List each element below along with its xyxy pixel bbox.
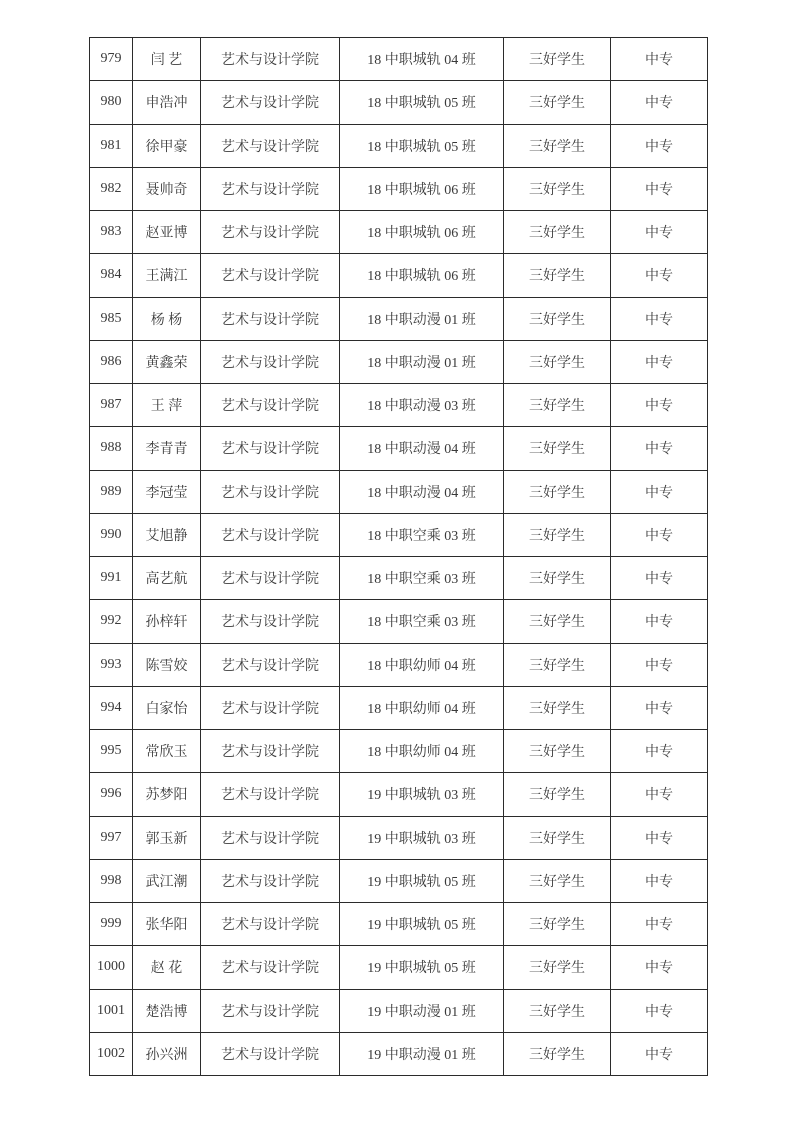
cell-college: 艺术与设计学院 bbox=[201, 167, 340, 210]
table-row bbox=[90, 816, 708, 859]
cell-class: 18 中职城轨 05 班 bbox=[340, 124, 504, 167]
student-award-table bbox=[89, 37, 708, 1076]
cell-award-title: 三好学生 bbox=[504, 1032, 611, 1075]
table-row bbox=[90, 859, 708, 902]
cell-serial-number: 995 bbox=[90, 730, 133, 773]
cell-class: 18 中职动漫 03 班 bbox=[340, 384, 504, 427]
cell-education-level: 中专 bbox=[611, 340, 708, 383]
cell-college: 艺术与设计学院 bbox=[201, 600, 340, 643]
table-row bbox=[90, 254, 708, 297]
cell-education-level: 中专 bbox=[611, 297, 708, 340]
cell-serial-number: 979 bbox=[90, 38, 133, 81]
cell-education-level: 中专 bbox=[611, 38, 708, 81]
cell-serial-number: 992 bbox=[90, 600, 133, 643]
cell-student-name: 李冠莹 bbox=[133, 470, 201, 513]
cell-class: 18 中职空乘 03 班 bbox=[340, 557, 504, 600]
cell-education-level: 中专 bbox=[611, 946, 708, 989]
cell-class: 19 中职城轨 05 班 bbox=[340, 946, 504, 989]
cell-award-title: 三好学生 bbox=[504, 340, 611, 383]
cell-serial-number: 1001 bbox=[90, 989, 133, 1032]
cell-serial-number: 986 bbox=[90, 340, 133, 383]
cell-award-title: 三好学生 bbox=[504, 903, 611, 946]
cell-class: 18 中职空乘 03 班 bbox=[340, 600, 504, 643]
cell-class: 19 中职城轨 05 班 bbox=[340, 859, 504, 902]
table-row bbox=[90, 600, 708, 643]
cell-education-level: 中专 bbox=[611, 773, 708, 816]
cell-serial-number: 996 bbox=[90, 773, 133, 816]
cell-college: 艺术与设计学院 bbox=[201, 903, 340, 946]
cell-award-title: 三好学生 bbox=[504, 211, 611, 254]
cell-student-name: 徐甲豪 bbox=[133, 124, 201, 167]
cell-college: 艺术与设计学院 bbox=[201, 773, 340, 816]
cell-serial-number: 987 bbox=[90, 384, 133, 427]
cell-class: 19 中职城轨 05 班 bbox=[340, 903, 504, 946]
cell-class: 18 中职城轨 06 班 bbox=[340, 254, 504, 297]
cell-education-level: 中专 bbox=[611, 167, 708, 210]
table-row bbox=[90, 903, 708, 946]
cell-student-name: 郭玉新 bbox=[133, 816, 201, 859]
cell-class: 18 中职幼师 04 班 bbox=[340, 643, 504, 686]
cell-student-name: 黄鑫荣 bbox=[133, 340, 201, 383]
cell-college: 艺术与设计学院 bbox=[201, 211, 340, 254]
cell-student-name: 杨 杨 bbox=[133, 297, 201, 340]
cell-award-title: 三好学生 bbox=[504, 513, 611, 556]
cell-college: 艺术与设计学院 bbox=[201, 859, 340, 902]
cell-class: 18 中职幼师 04 班 bbox=[340, 686, 504, 729]
cell-student-name: 孙梓轩 bbox=[133, 600, 201, 643]
cell-class: 19 中职城轨 03 班 bbox=[340, 816, 504, 859]
cell-education-level: 中专 bbox=[611, 989, 708, 1032]
cell-education-level: 中专 bbox=[611, 859, 708, 902]
table-row bbox=[90, 427, 708, 470]
cell-award-title: 三好学生 bbox=[504, 643, 611, 686]
cell-award-title: 三好学生 bbox=[504, 600, 611, 643]
cell-class: 19 中职动漫 01 班 bbox=[340, 989, 504, 1032]
table-row bbox=[90, 470, 708, 513]
cell-student-name: 陈雪姣 bbox=[133, 643, 201, 686]
cell-student-name: 聂帅奇 bbox=[133, 167, 201, 210]
cell-serial-number: 989 bbox=[90, 470, 133, 513]
table-row bbox=[90, 730, 708, 773]
cell-education-level: 中专 bbox=[611, 81, 708, 124]
cell-serial-number: 998 bbox=[90, 859, 133, 902]
cell-award-title: 三好学生 bbox=[504, 730, 611, 773]
table-row bbox=[90, 989, 708, 1032]
cell-serial-number: 990 bbox=[90, 513, 133, 556]
table-row bbox=[90, 1032, 708, 1075]
table-row bbox=[90, 946, 708, 989]
cell-education-level: 中专 bbox=[611, 903, 708, 946]
cell-serial-number: 993 bbox=[90, 643, 133, 686]
table-row bbox=[90, 643, 708, 686]
cell-class: 18 中职动漫 01 班 bbox=[340, 340, 504, 383]
cell-college: 艺术与设计学院 bbox=[201, 513, 340, 556]
cell-education-level: 中专 bbox=[611, 643, 708, 686]
cell-education-level: 中专 bbox=[611, 470, 708, 513]
cell-award-title: 三好学生 bbox=[504, 254, 611, 297]
cell-college: 艺术与设计学院 bbox=[201, 124, 340, 167]
cell-education-level: 中专 bbox=[611, 730, 708, 773]
cell-award-title: 三好学生 bbox=[504, 297, 611, 340]
cell-education-level: 中专 bbox=[611, 513, 708, 556]
cell-college: 艺术与设计学院 bbox=[201, 384, 340, 427]
cell-serial-number: 984 bbox=[90, 254, 133, 297]
cell-college: 艺术与设计学院 bbox=[201, 297, 340, 340]
cell-student-name: 王 萍 bbox=[133, 384, 201, 427]
cell-college: 艺术与设计学院 bbox=[201, 340, 340, 383]
cell-class: 18 中职动漫 04 班 bbox=[340, 470, 504, 513]
cell-serial-number: 991 bbox=[90, 557, 133, 600]
table-row bbox=[90, 557, 708, 600]
cell-student-name: 白家怡 bbox=[133, 686, 201, 729]
cell-student-name: 张华阳 bbox=[133, 903, 201, 946]
cell-award-title: 三好学生 bbox=[504, 816, 611, 859]
table-row bbox=[90, 686, 708, 729]
cell-education-level: 中专 bbox=[611, 557, 708, 600]
cell-class: 18 中职城轨 04 班 bbox=[340, 38, 504, 81]
cell-serial-number: 1000 bbox=[90, 946, 133, 989]
cell-award-title: 三好学生 bbox=[504, 557, 611, 600]
cell-award-title: 三好学生 bbox=[504, 989, 611, 1032]
cell-award-title: 三好学生 bbox=[504, 859, 611, 902]
table-row bbox=[90, 773, 708, 816]
cell-college: 艺术与设计学院 bbox=[201, 557, 340, 600]
cell-award-title: 三好学生 bbox=[504, 946, 611, 989]
table-row bbox=[90, 297, 708, 340]
cell-college: 艺术与设计学院 bbox=[201, 686, 340, 729]
table-row bbox=[90, 211, 708, 254]
table-row bbox=[90, 384, 708, 427]
cell-college: 艺术与设计学院 bbox=[201, 470, 340, 513]
cell-award-title: 三好学生 bbox=[504, 124, 611, 167]
cell-class: 18 中职动漫 04 班 bbox=[340, 427, 504, 470]
table-row bbox=[90, 340, 708, 383]
cell-student-name: 艾旭静 bbox=[133, 513, 201, 556]
cell-student-name: 赵 花 bbox=[133, 946, 201, 989]
cell-student-name: 武江潮 bbox=[133, 859, 201, 902]
cell-award-title: 三好学生 bbox=[504, 384, 611, 427]
cell-class: 18 中职城轨 06 班 bbox=[340, 211, 504, 254]
cell-award-title: 三好学生 bbox=[504, 38, 611, 81]
cell-education-level: 中专 bbox=[611, 1032, 708, 1075]
cell-serial-number: 988 bbox=[90, 427, 133, 470]
cell-serial-number: 1002 bbox=[90, 1032, 133, 1075]
cell-education-level: 中专 bbox=[611, 816, 708, 859]
cell-class: 18 中职城轨 05 班 bbox=[340, 81, 504, 124]
cell-college: 艺术与设计学院 bbox=[201, 1032, 340, 1075]
cell-student-name: 王满江 bbox=[133, 254, 201, 297]
cell-class: 19 中职动漫 01 班 bbox=[340, 1032, 504, 1075]
cell-student-name: 赵亚博 bbox=[133, 211, 201, 254]
cell-education-level: 中专 bbox=[611, 254, 708, 297]
table-row bbox=[90, 167, 708, 210]
cell-college: 艺术与设计学院 bbox=[201, 81, 340, 124]
cell-serial-number: 985 bbox=[90, 297, 133, 340]
cell-award-title: 三好学生 bbox=[504, 427, 611, 470]
cell-college: 艺术与设计学院 bbox=[201, 38, 340, 81]
cell-student-name: 闫 艺 bbox=[133, 38, 201, 81]
cell-award-title: 三好学生 bbox=[504, 470, 611, 513]
cell-education-level: 中专 bbox=[611, 686, 708, 729]
cell-education-level: 中专 bbox=[611, 427, 708, 470]
cell-student-name: 高艺航 bbox=[133, 557, 201, 600]
cell-student-name: 楚浩博 bbox=[133, 989, 201, 1032]
cell-college: 艺术与设计学院 bbox=[201, 816, 340, 859]
cell-award-title: 三好学生 bbox=[504, 81, 611, 124]
cell-education-level: 中专 bbox=[611, 124, 708, 167]
cell-class: 18 中职幼师 04 班 bbox=[340, 730, 504, 773]
cell-award-title: 三好学生 bbox=[504, 686, 611, 729]
cell-student-name: 孙兴洲 bbox=[133, 1032, 201, 1075]
cell-serial-number: 983 bbox=[90, 211, 133, 254]
cell-serial-number: 980 bbox=[90, 81, 133, 124]
cell-serial-number: 982 bbox=[90, 167, 133, 210]
cell-serial-number: 997 bbox=[90, 816, 133, 859]
table-row bbox=[90, 124, 708, 167]
cell-education-level: 中专 bbox=[611, 384, 708, 427]
cell-class: 18 中职动漫 01 班 bbox=[340, 297, 504, 340]
cell-student-name: 常欣玉 bbox=[133, 730, 201, 773]
cell-education-level: 中专 bbox=[611, 600, 708, 643]
table-row bbox=[90, 38, 708, 81]
cell-student-name: 苏梦阳 bbox=[133, 773, 201, 816]
cell-student-name: 李青青 bbox=[133, 427, 201, 470]
cell-serial-number: 994 bbox=[90, 686, 133, 729]
cell-college: 艺术与设计学院 bbox=[201, 643, 340, 686]
cell-serial-number: 981 bbox=[90, 124, 133, 167]
cell-education-level: 中专 bbox=[611, 211, 708, 254]
table-row bbox=[90, 513, 708, 556]
cell-class: 19 中职城轨 03 班 bbox=[340, 773, 504, 816]
cell-award-title: 三好学生 bbox=[504, 167, 611, 210]
cell-college: 艺术与设计学院 bbox=[201, 427, 340, 470]
cell-class: 18 中职城轨 06 班 bbox=[340, 167, 504, 210]
cell-college: 艺术与设计学院 bbox=[201, 730, 340, 773]
table-row bbox=[90, 81, 708, 124]
cell-college: 艺术与设计学院 bbox=[201, 946, 340, 989]
cell-student-name: 申浩冲 bbox=[133, 81, 201, 124]
cell-college: 艺术与设计学院 bbox=[201, 989, 340, 1032]
cell-college: 艺术与设计学院 bbox=[201, 254, 340, 297]
cell-serial-number: 999 bbox=[90, 903, 133, 946]
cell-class: 18 中职空乘 03 班 bbox=[340, 513, 504, 556]
cell-award-title: 三好学生 bbox=[504, 773, 611, 816]
